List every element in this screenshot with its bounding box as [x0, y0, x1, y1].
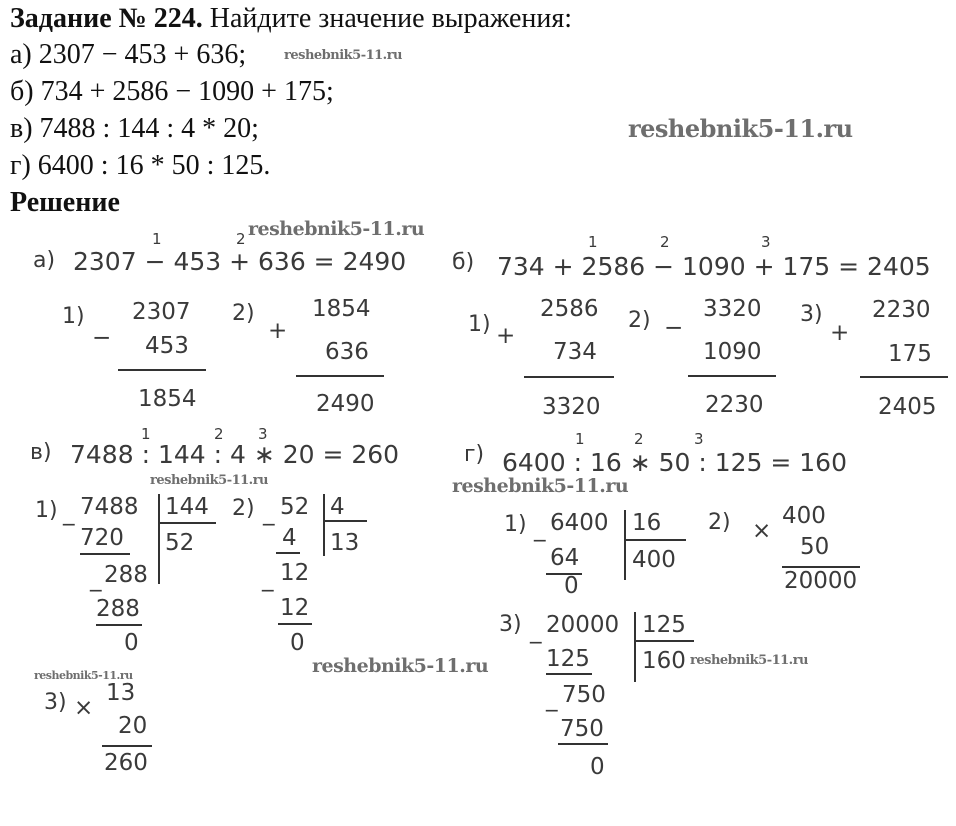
part-b-expression: 734 + 2586 − 1090 + 175 = 2405: [497, 252, 931, 281]
watermark: reshebnik5-11.ru: [150, 473, 269, 488]
subtrahend: 750: [560, 716, 604, 742]
remainder: 0: [590, 754, 605, 780]
solution-heading: Решение: [10, 187, 120, 218]
part-a-expression: 2307 − 453 + 636 = 2490: [73, 247, 407, 276]
result: 20000: [784, 568, 858, 594]
watermark: reshebnik5-11.ru: [312, 655, 489, 677]
step-label: 1): [62, 304, 85, 329]
result-line: [118, 369, 206, 371]
subtract-line: [276, 552, 300, 554]
task-line-a: а) 2307 − 453 + 636;: [10, 39, 247, 70]
operand-bottom: 20: [118, 713, 148, 739]
result-line: [296, 375, 384, 377]
step-label: 3): [499, 612, 522, 637]
subtract-line: [558, 743, 608, 745]
dividend: 52: [280, 494, 310, 520]
watermark: reshebnik5-11.ru: [628, 114, 853, 143]
divisor: 144: [165, 494, 209, 520]
operand-bottom: 50: [800, 534, 830, 560]
quotient-line: [158, 522, 216, 524]
quotient-line: [634, 640, 694, 642]
operand-bottom: 636: [325, 339, 369, 365]
order-mark: 2: [660, 233, 670, 251]
step-label: 3): [800, 302, 823, 327]
quotient-line: [624, 539, 686, 541]
operand-top: 2230: [872, 297, 931, 323]
minus-sign: _: [90, 566, 102, 592]
task-line-g: г) 6400 : 16 * 50 : 125.: [10, 150, 271, 181]
part-a-label: а): [33, 248, 56, 273]
remainder: 0: [124, 630, 139, 656]
subtrahend: 125: [546, 646, 590, 672]
order-mark: 3: [694, 430, 704, 448]
order-mark: 2: [214, 425, 224, 443]
subtrahend: 64: [550, 545, 580, 571]
multiply-sign: ×: [74, 695, 94, 721]
result: 2405: [878, 394, 937, 420]
divisor: 16: [632, 510, 662, 536]
step-label: 1): [504, 512, 527, 537]
part-g-label: г): [464, 442, 485, 467]
quotient: 52: [165, 530, 195, 556]
watermark: reshebnik5-11.ru: [690, 653, 809, 668]
minus-sign: _: [534, 516, 546, 542]
multiply-sign: ×: [752, 518, 772, 544]
dividend: 20000: [546, 612, 620, 638]
watermark: reshebnik5-11.ru: [452, 475, 629, 497]
operand-top: 400: [782, 503, 826, 529]
order-mark: 2: [634, 430, 644, 448]
step-label: 3): [44, 690, 67, 715]
subtrahend: 720: [80, 525, 124, 551]
result: 1854: [138, 386, 197, 412]
division-bar: [624, 510, 626, 580]
result: 2490: [316, 391, 375, 417]
dividend: 7488: [80, 494, 139, 520]
operator-sign: +: [830, 320, 850, 346]
result: 260: [104, 750, 148, 776]
minus-sign: _: [63, 500, 75, 526]
result-line: [688, 375, 776, 377]
order-mark: 2: [236, 230, 246, 248]
order-mark: 1: [588, 233, 598, 251]
remainder: 12: [280, 560, 310, 586]
operand-top: 3320: [703, 296, 762, 322]
subtract-line: [80, 553, 130, 555]
order-mark: 1: [152, 230, 162, 248]
remainder: 0: [564, 573, 579, 599]
result-line: [860, 376, 948, 378]
operator-sign: +: [496, 323, 516, 349]
step-label: 2): [232, 301, 255, 326]
quotient: 160: [642, 648, 686, 674]
operand-bottom: 734: [553, 339, 597, 365]
watermark: reshebnik5-11.ru: [34, 669, 133, 682]
result-line: [102, 745, 152, 747]
task-title: [10, 2, 572, 36]
step-label: 2): [232, 496, 255, 521]
operator-sign: −: [92, 325, 112, 351]
task-number: Задание № 224.: [10, 3, 203, 34]
minus-sign: _: [530, 618, 542, 644]
task-line-b: б) 734 + 2586 − 1090 + 175;: [10, 76, 334, 107]
division-bar: [323, 494, 325, 556]
part-v-expression: 7488 : 144 : 4 ∗ 20 = 260: [70, 440, 400, 469]
step-label: 1): [468, 312, 491, 337]
minus-sign: _: [263, 500, 275, 526]
step-label: 2): [628, 308, 651, 333]
task-prompt: Найдите значение выражения:: [202, 3, 573, 34]
dividend: 6400: [550, 510, 609, 536]
step-label: 2): [708, 510, 731, 535]
divisor: 125: [642, 612, 686, 638]
operand-bottom: 1090: [703, 339, 762, 365]
order-mark: 1: [141, 425, 151, 443]
operand-top: 2307: [132, 299, 191, 325]
result: 3320: [542, 394, 601, 420]
result-line: [524, 376, 614, 378]
operand-top: 13: [106, 680, 136, 706]
operator-sign: +: [268, 318, 288, 344]
subtract-line: [96, 624, 142, 626]
watermark: reshebnik5-11.ru: [248, 218, 425, 240]
minus-sign: _: [262, 566, 274, 592]
step-label: 1): [35, 498, 58, 523]
remainder: 750: [562, 682, 606, 708]
order-mark: 3: [258, 425, 268, 443]
subtract-line: [546, 673, 592, 675]
operand-top: 1854: [312, 296, 371, 322]
order-mark: 1: [575, 430, 585, 448]
part-g-expression: 6400 : 16 ∗ 50 : 125 = 160: [502, 448, 847, 477]
subtract-line: [278, 623, 312, 625]
subtrahend: 4: [282, 525, 297, 551]
quotient: 13: [330, 530, 360, 556]
watermark: reshebnik5-11.ru: [284, 48, 403, 63]
operand-bottom: 175: [888, 341, 932, 367]
subtrahend: 12: [280, 595, 310, 621]
operand-top: 2586: [540, 296, 599, 322]
part-b-label: б): [452, 250, 475, 275]
divisor: 4: [330, 494, 345, 520]
quotient-line: [323, 520, 367, 522]
part-v-label: в): [30, 440, 52, 465]
result: 2230: [705, 392, 764, 418]
subtrahend: 288: [96, 596, 140, 622]
remainder: 0: [290, 630, 305, 656]
remainder: 288: [104, 562, 148, 588]
division-bar: [634, 612, 636, 682]
operand-bottom: 453: [145, 333, 189, 359]
division-bar: [158, 494, 160, 584]
operator-sign: −: [664, 315, 684, 341]
quotient: 400: [632, 547, 676, 573]
task-line-v: в) 7488 : 144 : 4 * 20;: [10, 113, 259, 144]
order-mark: 3: [761, 233, 771, 251]
minus-sign: _: [546, 686, 558, 712]
